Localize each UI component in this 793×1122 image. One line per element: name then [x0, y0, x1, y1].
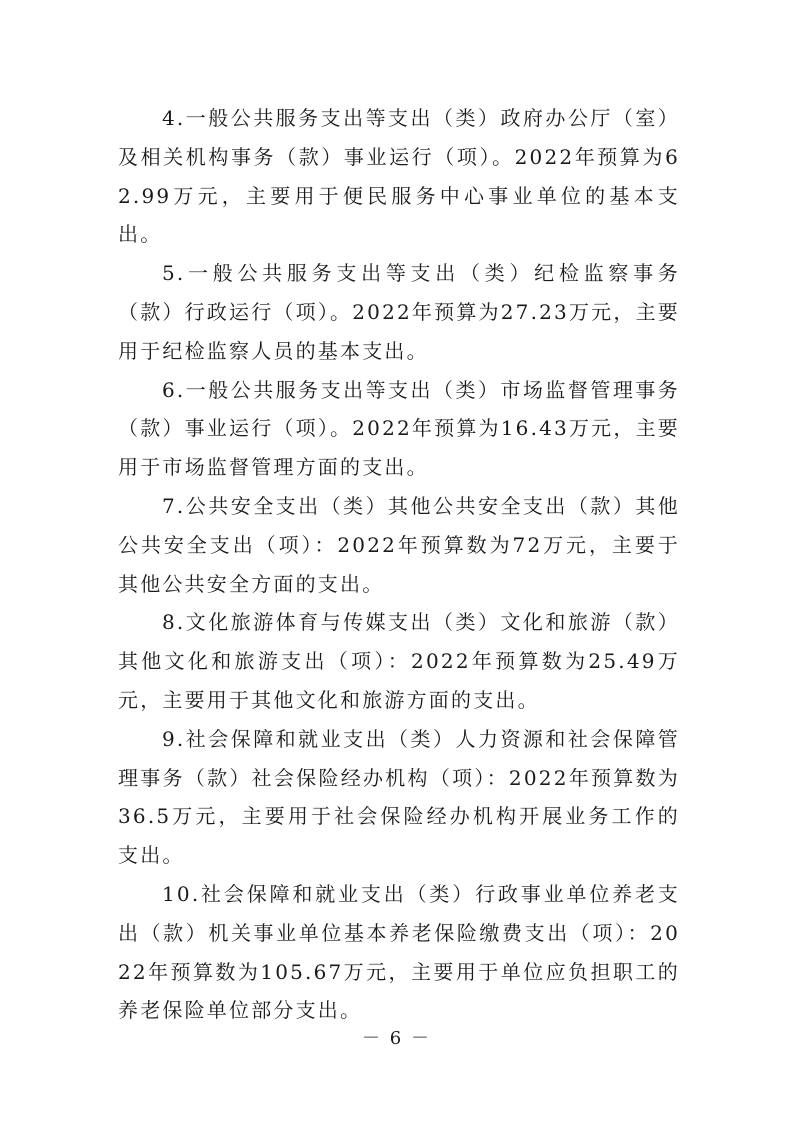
paragraph-item-8: 8.文化旅游体育与传媒支出（类）文化和旅游（款）其他文化和旅游支出（项）：2022年预算数为25.49万元，主要用于其他文化和旅游方面的支出。 — [118, 610, 680, 712]
paragraph-item-5: 5.一般公共服务支出等支出（类）纪检监察事务（款）行政运行（项）。2022年预算为27.23万元，主要用于纪检监察人员的基本支出。 — [118, 261, 680, 363]
paragraph-item-6: 6.一般公共服务支出等支出（类）市场监督管理事务（款）事业运行（项）。2022年预算为16.43万元，主要用于市场监督管理方面的支出。 — [118, 377, 680, 480]
paragraph-item-10: 10.社会保障和就业支出（类）行政事业单位养老支出（款）机关事业单位基本养老保险缴费支出（项）：2022年预算数为105.67万元，主要用于单位应负担职工的养老保险单位部分支出。 — [118, 881, 680, 1023]
document-body — [118, 99, 680, 1030]
paragraph-item-9: 9.社会保障和就业支出（类）人力资源和社会保障管理事务（款）社会保险经办机构（项）：2022年预算数为36.5万元，主要用于社会保险经办机构开展业务工作的支出。 — [118, 726, 680, 868]
paragraph-item-4: 4.一般公共服务支出等支出（类）政府办公厅（室）及相关机构事务（款）事业运行（项）。2022年预算为62.99万元，主要用于便民服务中心事业单位的基本支出。 — [118, 106, 680, 247]
paragraph-item-7: 7.公共安全支出（类）其他公共安全支出（款）其他公共安全支出（项）：2022年预算数为72万元，主要于其他公共安全方面的支出。 — [118, 493, 680, 596]
page-number: － 6 － — [362, 1028, 431, 1049]
